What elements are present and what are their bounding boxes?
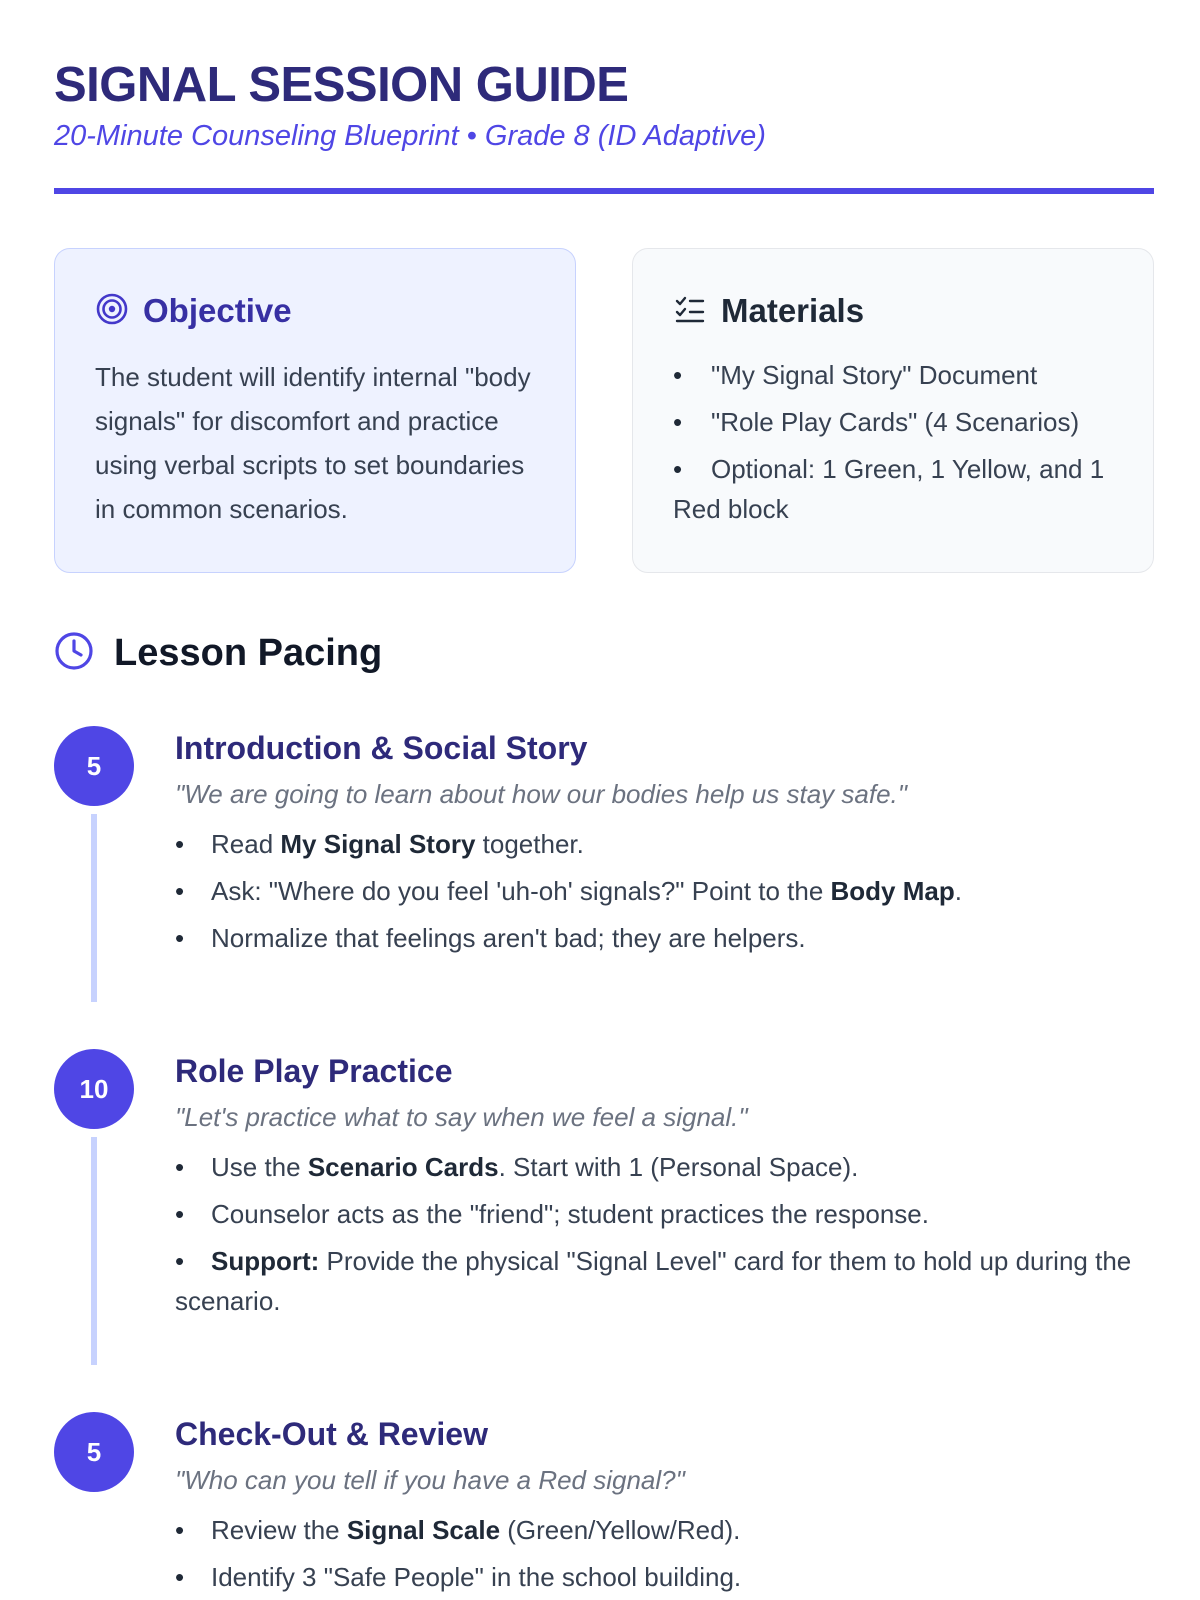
step-bullet xyxy=(175,1241,1135,1321)
bold-term: Body Map xyxy=(830,876,955,906)
timeline-connector xyxy=(91,1137,97,1365)
bullet-text: Read xyxy=(211,829,281,859)
lesson-pacing-header xyxy=(54,630,382,676)
step-quote: "We are going to learn about how our bodies help us stay safe." xyxy=(175,779,907,809)
step-title: Introduction & Social Story xyxy=(175,730,588,766)
step-bullet xyxy=(175,824,1135,864)
step-bullet xyxy=(175,918,1135,958)
bullet-text: Provide the physical "Signal Level" card for them to hold up during the scenario. xyxy=(175,1246,1132,1316)
step-title: Role Play Practice xyxy=(175,1053,453,1089)
materials-item: • "Role Play Cards" (4 Scenarios) xyxy=(673,402,1113,442)
page-title: SIGNAL SESSION GUIDE xyxy=(54,58,629,112)
bullet-text: together. xyxy=(475,829,584,859)
bullet-text: Identify 3 "Safe People" in the school building. xyxy=(211,1562,742,1592)
page-subtitle: 20-Minute Counseling Blueprint • Grade 8 (ID Adaptive) xyxy=(54,120,766,152)
bullet-text: Review the xyxy=(211,1515,347,1545)
target-icon xyxy=(95,292,129,331)
bullet-text: . Start with 1 (Personal Space). xyxy=(498,1152,859,1182)
materials-item: • "My Signal Story" Document xyxy=(673,355,1113,395)
objective-text: The student will identify internal "body signals" for discomfort and practice using verbal scripts to set boundaries in common scenarios. xyxy=(95,362,531,524)
minutes-badge: 5 xyxy=(54,726,134,806)
step-bullet xyxy=(175,1557,1135,1597)
step-title: Check-Out & Review xyxy=(175,1416,488,1452)
materials-item: • Optional: 1 Green, 1 Yellow, and 1 Red block xyxy=(673,449,1113,529)
step-bullets xyxy=(175,824,1135,958)
clock-icon xyxy=(54,631,94,676)
materials-heading: Materials xyxy=(721,292,865,329)
minutes-badge: 5 xyxy=(54,1412,134,1492)
bold-term: Signal Scale xyxy=(346,1515,501,1545)
lesson-pacing-heading: Lesson Pacing xyxy=(114,632,383,674)
materials-card xyxy=(632,248,1154,573)
step-bullet xyxy=(175,1194,1135,1234)
step-quote: "Who can you tell if you have a Red signal?" xyxy=(175,1465,685,1495)
document-header xyxy=(54,56,1154,154)
header-divider xyxy=(54,188,1154,194)
materials-header xyxy=(673,291,1113,331)
step-content xyxy=(175,726,1135,965)
bullet-text: Use the xyxy=(211,1152,308,1182)
step-content xyxy=(175,1412,1135,1600)
checklist-icon xyxy=(673,292,707,331)
step-bullet xyxy=(175,1510,1135,1550)
bullet-text: . xyxy=(954,876,962,906)
step-bullet xyxy=(175,871,1135,911)
bold-term: Support: xyxy=(211,1246,320,1276)
step-bullets xyxy=(175,1510,1135,1597)
bullet-text: (Green/Yellow/Red). xyxy=(500,1515,741,1545)
minutes-badge: 10 xyxy=(54,1049,134,1129)
bullet-text: Ask: "Where do you feel 'uh-oh' signals?" Point to the xyxy=(211,876,831,906)
bold-term: My Signal Story xyxy=(280,829,476,859)
bullet-text: Counselor acts as the "friend"; student practices the response. xyxy=(211,1199,929,1229)
step-bullets xyxy=(175,1147,1135,1321)
step-content xyxy=(175,1049,1135,1328)
bullet-text: Normalize that feelings aren't bad; they are helpers. xyxy=(211,923,806,953)
step-quote: "Let's practice what to say when we feel a signal." xyxy=(175,1102,748,1132)
objective-heading: Objective xyxy=(143,292,292,329)
objective-header xyxy=(95,291,535,331)
objective-card xyxy=(54,248,576,573)
materials-list xyxy=(673,355,1113,529)
step-bullet xyxy=(175,1147,1135,1187)
bold-term: Scenario Cards xyxy=(307,1152,499,1182)
timeline-connector xyxy=(91,814,97,1002)
